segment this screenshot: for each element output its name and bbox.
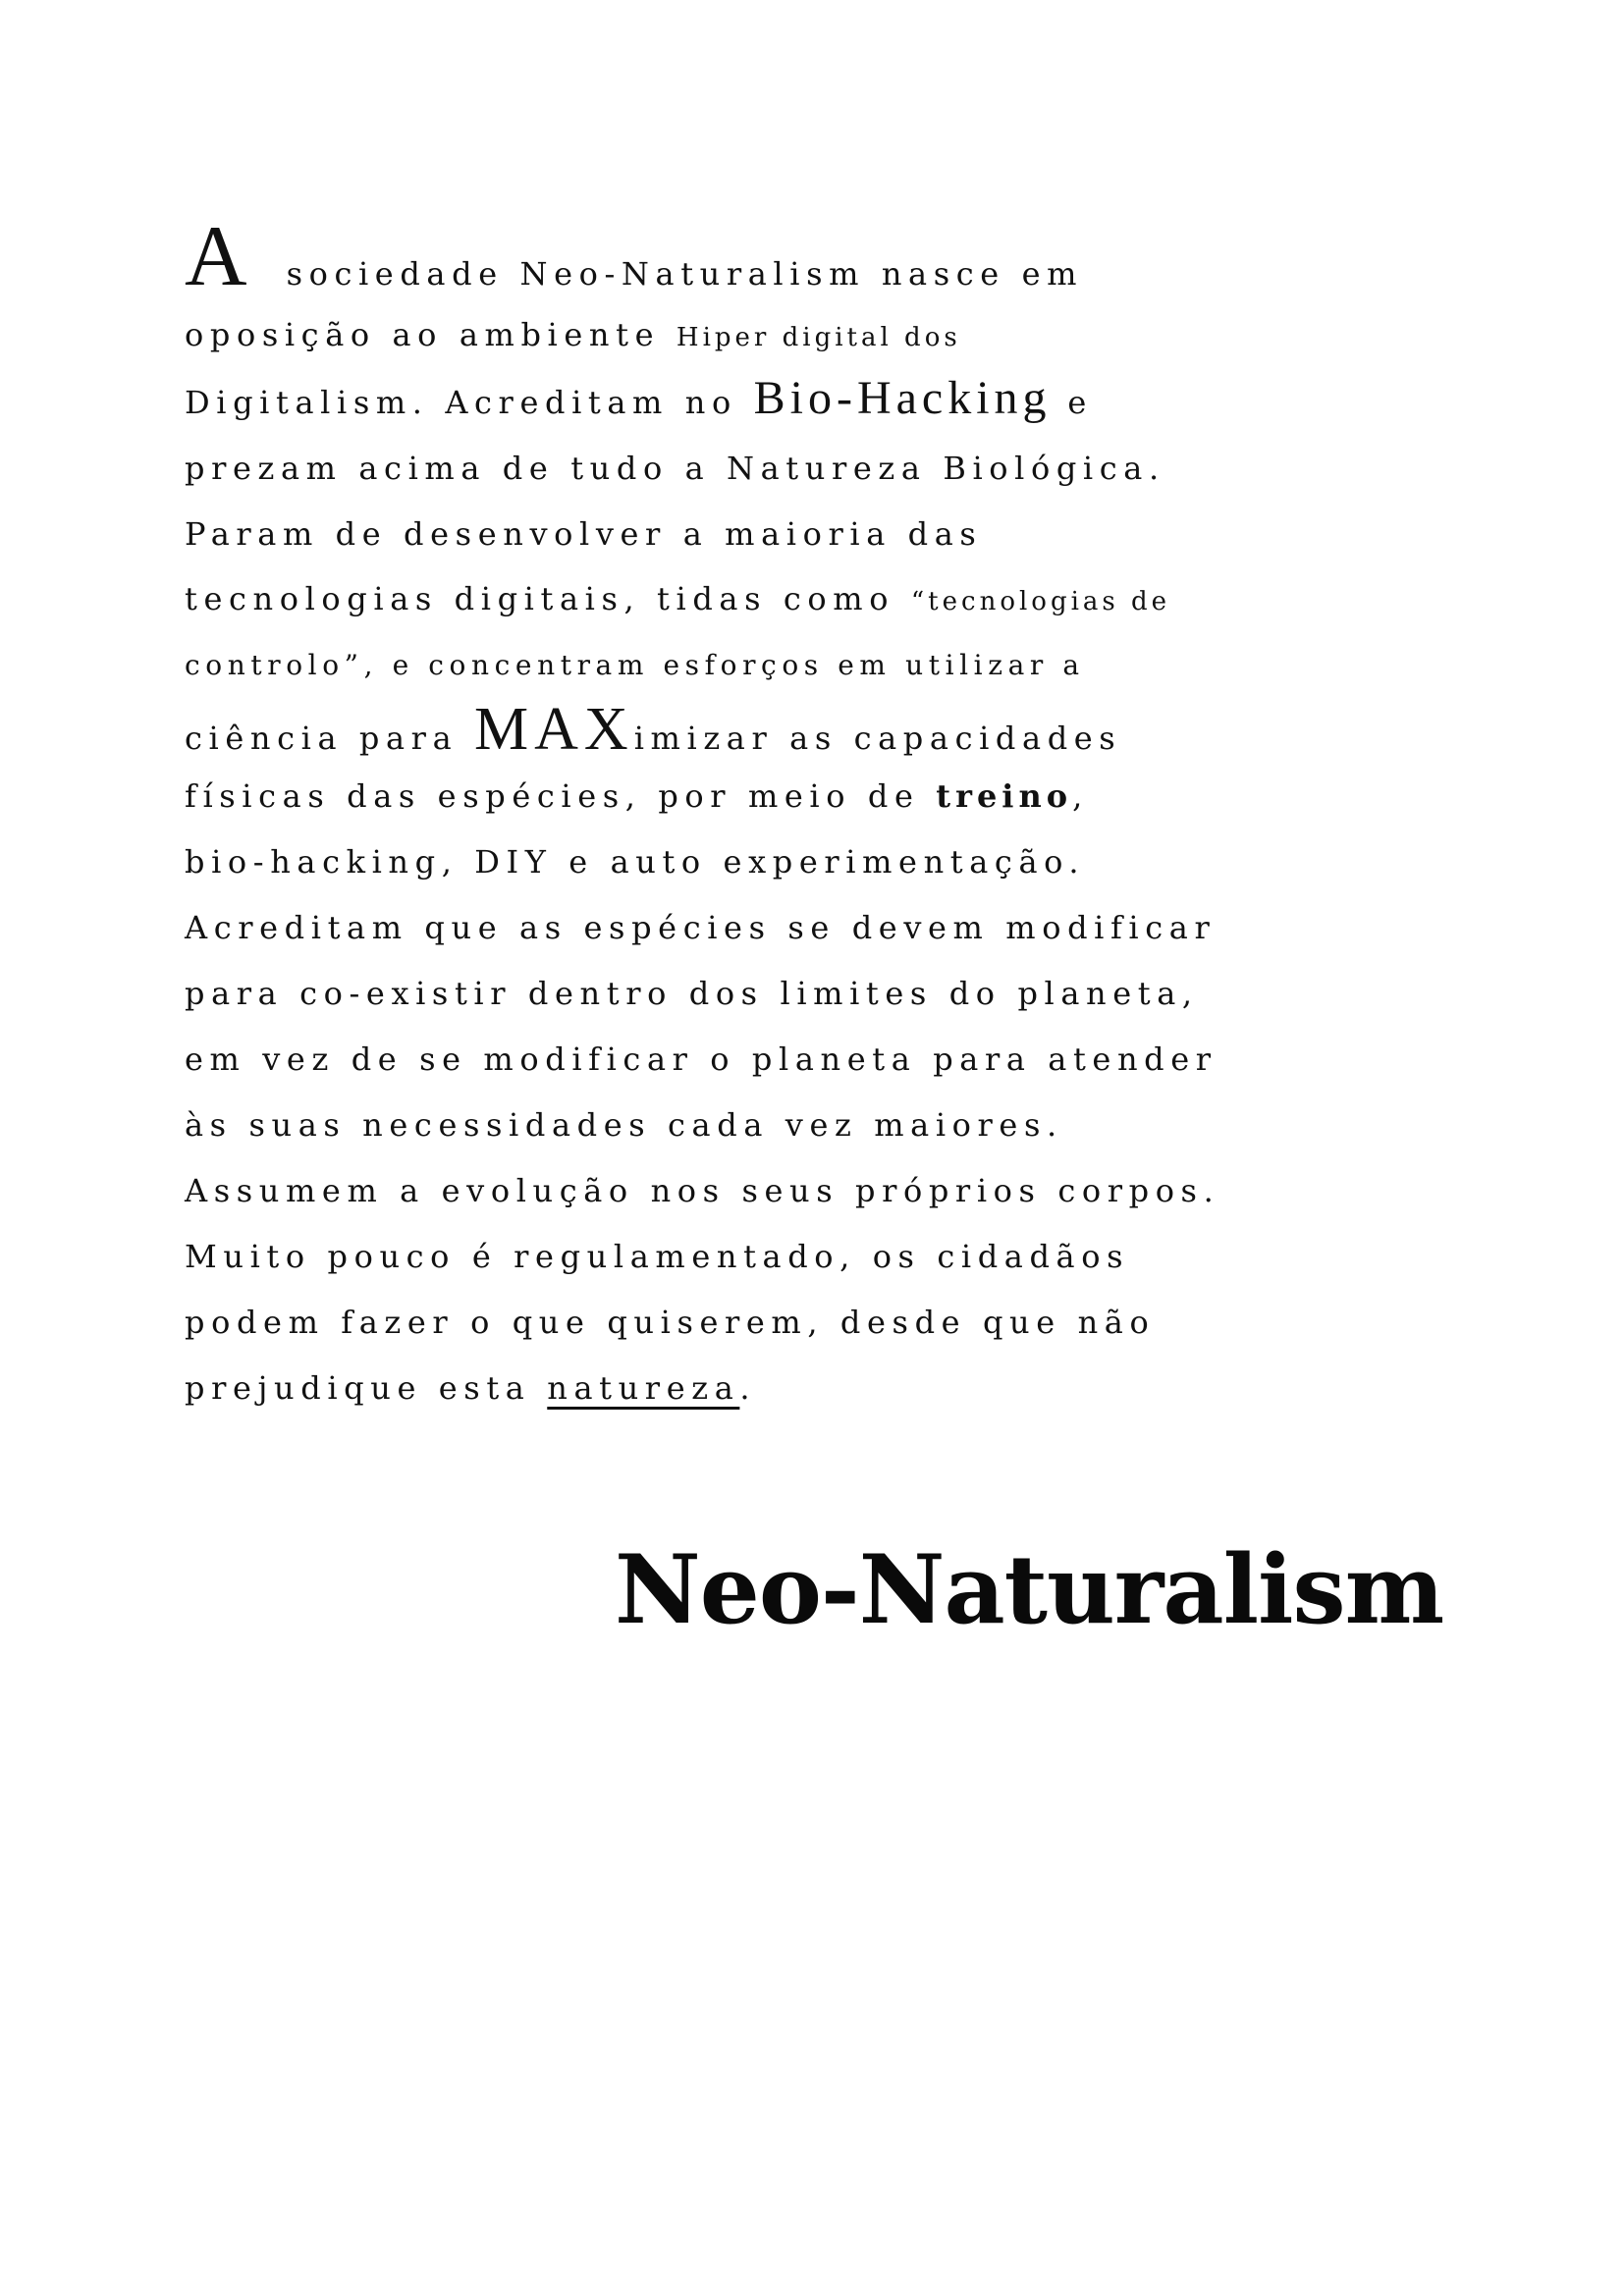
bio-hacking-emphasis: Bio-Hacking <box>753 372 1052 424</box>
line-9-end: , <box>1072 777 1089 815</box>
line-2-text: oposição ao ambiente <box>185 316 677 353</box>
paragraph-line-7 <box>185 649 1085 681</box>
line-15-text: Assumem a evolução nos seus próprios corpos. <box>185 1172 1220 1209</box>
natureza-underlined: natureza <box>547 1369 740 1407</box>
line-18-end: . <box>739 1369 757 1407</box>
paragraph-line-11 <box>185 909 1217 946</box>
paragraph-line-15 <box>185 1172 1220 1209</box>
line-14-text: às suas necessidades cada vez maiores. <box>185 1106 1063 1144</box>
paragraph-line-18 <box>185 1369 757 1407</box>
line-6-text: tecnologias digitais, tidas como <box>185 580 911 617</box>
line-4-text: prezam acima de tudo a Natureza Biológica. <box>185 450 1165 487</box>
paragraph-line-1 <box>185 209 1084 304</box>
max-emphasis: MAX <box>474 696 634 763</box>
paragraph-line-2 <box>185 316 961 353</box>
line-16-text: Muito pouco é regulamentado, os cidadãos <box>185 1238 1130 1275</box>
paragraph-line-10 <box>185 843 1086 881</box>
line-3-end: e <box>1051 384 1093 421</box>
line-6-small-text: “tecnologias de <box>910 587 1171 616</box>
line-10-text: bio-hacking, DIY e auto experimentação. <box>185 843 1086 881</box>
treino-emphasis: treino <box>936 777 1073 815</box>
paragraph-line-6 <box>185 580 1171 617</box>
paragraph-line-17 <box>185 1304 1156 1341</box>
line-3-text: Digitalism. Acreditam no <box>185 384 754 421</box>
line-8-text: ciência para <box>185 720 475 757</box>
paragraph-line-5 <box>185 515 983 553</box>
paragraph-line-3 <box>185 372 1093 424</box>
line-9-text: físicas das espécies, por meio de <box>185 777 937 815</box>
paragraph-line-13 <box>185 1041 1218 1078</box>
line-8-end: imizar as capacidades <box>633 720 1122 757</box>
neo-naturalism-logo: Neo-Naturalism <box>615 1534 1444 1645</box>
paragraph-line-14 <box>185 1106 1063 1144</box>
line-2-small-text: Hiper digital dos <box>676 323 961 352</box>
line-5-text: Param de desenvolver a maioria das <box>185 515 983 553</box>
paragraph-line-4 <box>185 450 1165 487</box>
line-18-text: prejudique esta <box>185 1369 548 1407</box>
line-12-text: para co-existir dentro dos limites do planeta, <box>185 975 1199 1012</box>
paragraph-line-12 <box>185 975 1199 1012</box>
line-13-text: em vez de se modificar o planeta para atender <box>185 1041 1218 1078</box>
line-7-text: controlo”, e concentram esforços em utilizar a <box>185 649 1085 681</box>
drop-cap: A <box>185 209 247 304</box>
paragraph-line-9 <box>185 777 1089 815</box>
line-11-text: Acreditam que as espécies se devem modificar <box>185 909 1217 946</box>
line-17-text: podem fazer o que quiserem, desde que não <box>185 1304 1156 1341</box>
paragraph-line-8 <box>185 696 1122 763</box>
line-1-text: sociedade Neo-Naturalism nasce em <box>286 255 1084 293</box>
paragraph-line-16 <box>185 1238 1130 1275</box>
